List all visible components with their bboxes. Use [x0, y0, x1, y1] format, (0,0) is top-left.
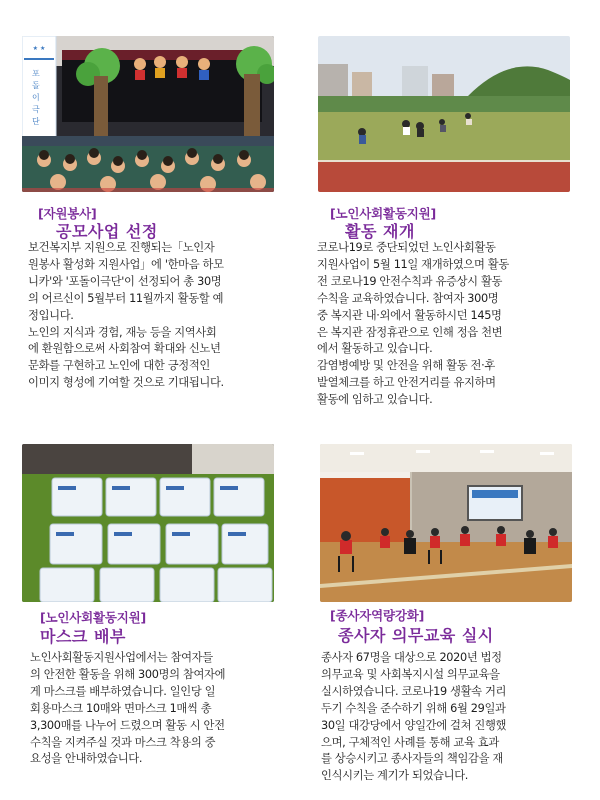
article-3-title: 마스크 배부: [40, 627, 126, 646]
banner-text: 포 돌 이 극 단: [32, 69, 40, 126]
article-2-body: 코로나19로 중단되었던 노인사회활동 지원사업이 5월 11일 재개하였으며 활동 전 코로나19 안전수칙과 유증상시 활동 수칙을 교육하였습니다. 참여자 300명 중 복지관 내·외에서 활동하시던 145명 은 복지관 잠정휴관으로 인해 정읍 천변 에서 활동하고 있습니다. 감염병예방 및 안전을 위해 활동 전·후 발열체크를 하고 안전거리를 유지하며 활동에 임하고 있습니다.: [317, 241, 509, 407]
article-4-tag: [종사자역량강화]: [330, 608, 425, 623]
svg-text:★ ★: ★ ★: [32, 45, 46, 52]
puppet-show-photo: [22, 36, 274, 192]
article-1-title: 공모사업 선정: [56, 222, 158, 241]
article-1-tag: [자원봉사]: [38, 206, 97, 221]
article-1-body: 보건복지부 지원으로 진행되는「노인자 원봉사 활성화 지원사업」에 '한마음 하모 니카'와 '포돌이극단'이 선정되어 총 30명 의 어르신이 5월부터 11월까지 활동할 예 정입니다. 노인의 지식과 경험, 재능 등을 지역사회 에 환원함으로써 사회참여 확대와 신노년 문화를 구현하고 노인에 대한 긍정적인 이미지 형성에 기여할 것으로 기대됩니다.: [28, 241, 224, 390]
article-2-tag: [노인사회활동지원]: [330, 206, 437, 221]
article-4-title: 종사자 의무교육 실시: [338, 626, 494, 645]
outdoor-activity-photo: [318, 36, 570, 192]
staff-training-photo: [320, 444, 572, 602]
article-3-body: 노인사회활동지원사업에서는 참여자들 의 안전한 활동을 위해 300명의 참여자에 게 마스크를 배부하였습니다. 일인당 일 회용마스크 10매와 면마스크 1매씩 총 3,300매를 나누어 드렸으며 활동 시 안전 수칙을 지켜주실 것과 마스크 착용의 중 요성을 안내하였습니다.: [30, 651, 226, 766]
masks-photo: [22, 444, 274, 602]
article-4-body: 종사자 67명을 대상으로 2020년 법정 의무교육 및 사회복지시설 의무교육을 실시하였습니다. 코로나19 생활속 거리 두기 수칙을 준수하기 위해 6월 29일과 30일 대강당에서 양일간에 걸쳐 진행했 으며, 구체적인 사례를 통해 교육 효과 를 상승시키고 종사자들의 책임감을 재 인식시키는 계기가 되었습니다.: [321, 651, 507, 783]
article-3-tag: [노인사회활동지원]: [40, 610, 147, 625]
article-2-title: 활동 재개: [345, 222, 415, 241]
